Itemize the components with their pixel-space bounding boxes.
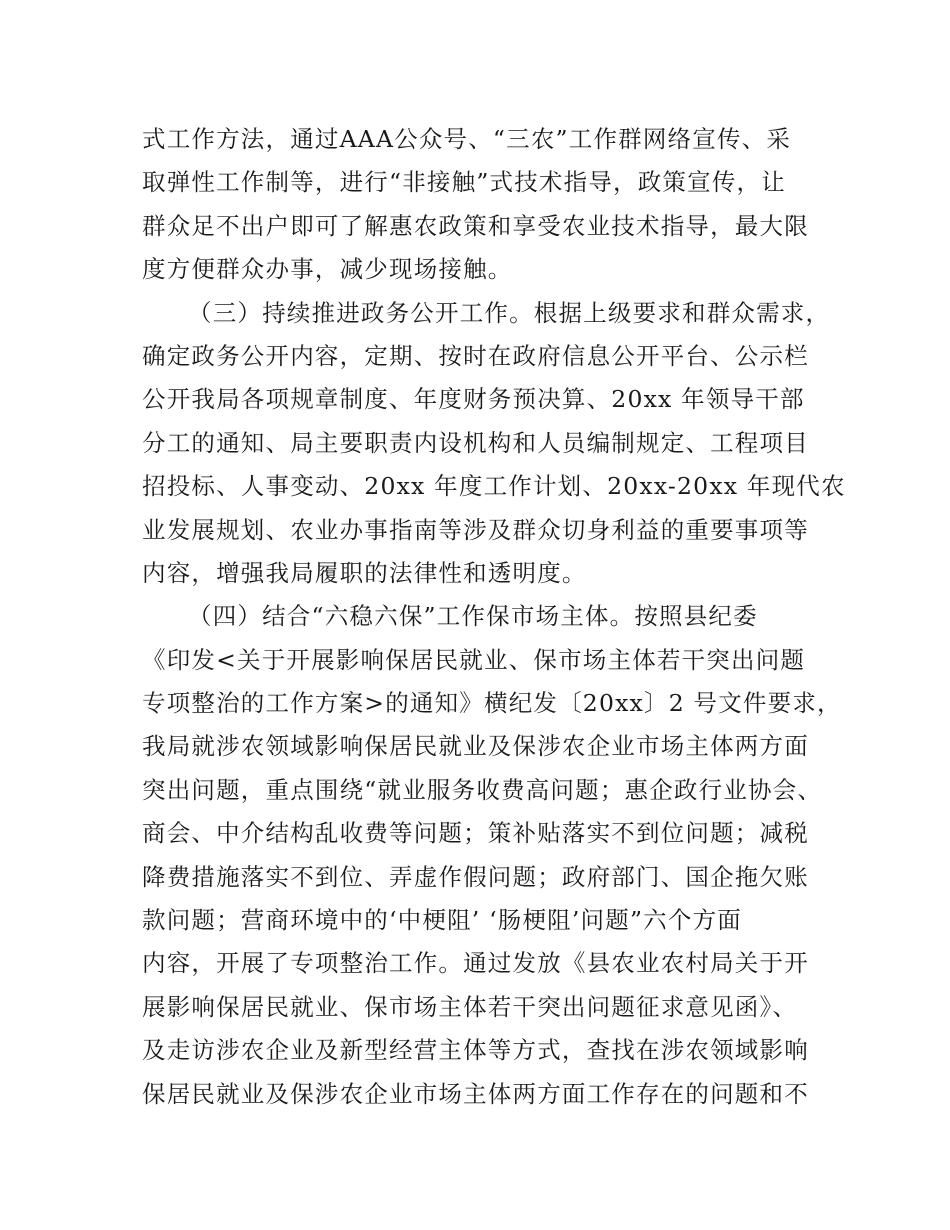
text-line: 及走访涉农企业及新型经营主体等方式，查找在涉农领域影响 bbox=[142, 1036, 809, 1065]
text-line: 群众足不出户即可了解惠农政策和享受农业技术指导，最大限 bbox=[142, 211, 809, 240]
section-three-heading-line: （三）持续推进政务公开工作。根据上级要求和群众需求， bbox=[188, 298, 831, 327]
text-line: 确定政务公开内容，定期、按时在政府信息公开平台、公示栏 bbox=[142, 341, 809, 370]
text-line: 招投标、人事变动、20xx 年度工作计划、20xx-20xx 年现代农 bbox=[142, 472, 846, 501]
text-line: 保居民就业及保涉农企业市场主体两方面工作存在的问题和不 bbox=[142, 1079, 809, 1108]
text-line: 款问题；营商环境中的‘中梗阻’ ‘肠梗阻’问题”六个方面 bbox=[142, 906, 742, 935]
text-line: 突出问题，重点围绕“就业服务收费高问题；惠企政行业协会、 bbox=[142, 775, 823, 804]
text-line: 取弹性工作制等，进行“非接触”式技术指导，政策宣传，让 bbox=[142, 168, 786, 197]
text-line: 公开我局各项规章制度、年度财务预决算、20xx 年领导干部 bbox=[142, 385, 805, 414]
text-line: 内容，开展了专项整治工作。通过发放《县农业农村局关于开 bbox=[142, 949, 809, 978]
body-text bbox=[142, 118, 846, 1116]
text-line: 业发展规划、农业办事指南等涉及群众切身利益的重要事项等 bbox=[142, 515, 809, 544]
text-line: 式工作方法，通过AAA公众号、“三农”工作群网络宣传、采 bbox=[142, 125, 792, 153]
text-line: 《印发<关于开展影响保居民就业、保市场主体若干突出问题 bbox=[142, 645, 806, 674]
text-line: 分工的通知、局主要职责内设机构和人员编制规定、工程项目 bbox=[142, 428, 809, 457]
text-line: 商会、中介结构乱收费等问题；策补贴落实不到位问题；减税 bbox=[142, 819, 809, 848]
section-four-heading-line: （四）结合“六稳六保”工作保市场主体。按照县纪委 bbox=[188, 602, 758, 631]
text-line: 内容，增强我局履职的法律性和透明度。 bbox=[142, 558, 587, 587]
text-line: 度方便群众办事，减少现场接触。 bbox=[142, 255, 513, 284]
text-line: 专项整治的工作方案>的通知》横纪发〔20xx〕2 号文件要求， bbox=[142, 689, 842, 718]
text-line: 展影响保居民就业、保市场主体若干突出问题征求意见函》、 bbox=[142, 992, 798, 1021]
text-line: 降费措施落实不到位、弄虚作假问题；政府部门、国企拖欠账 bbox=[142, 862, 809, 891]
text-line: 我局就涉农领域影响保居民就业及保涉农企业市场主体两方面 bbox=[142, 732, 809, 761]
